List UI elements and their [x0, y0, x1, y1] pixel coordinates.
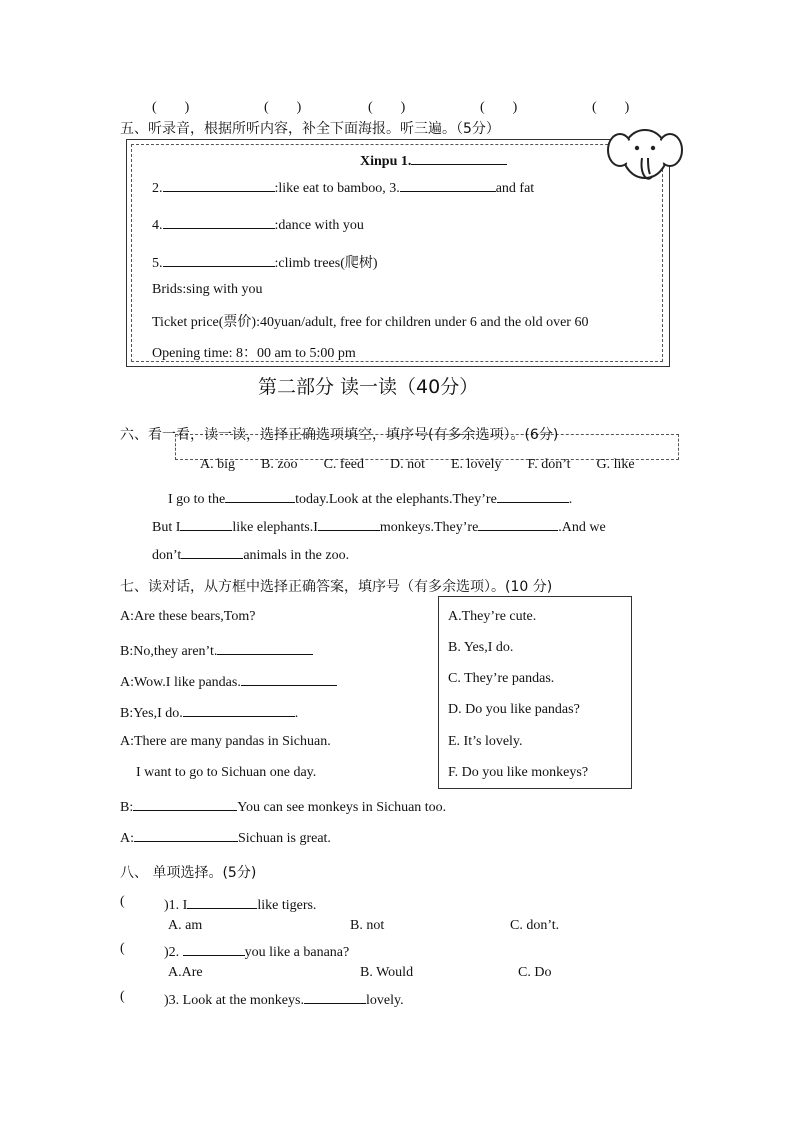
d-text: A: — [120, 831, 134, 846]
s6-text: . — [568, 492, 573, 507]
section7-title: 七、读对话，从方框中选择正确答案，填序号（有多余选项）。(10 分) — [120, 579, 553, 595]
d-text: . — [294, 706, 299, 721]
line4-end: :dance with you — [274, 218, 364, 233]
s6-text: don’t — [152, 548, 182, 563]
word-option: B. zoo — [261, 457, 298, 472]
mc-q2 — [164, 941, 349, 961]
answer-paren-2[interactable]: ( ) — [264, 100, 302, 115]
sec6-line-1 — [168, 488, 572, 508]
answer-paren-1[interactable]: ( ) — [152, 100, 190, 115]
section5-title: 五、听录音，根据所听内容，补全下面海报。听三遍。（5分） — [120, 121, 500, 137]
sec6-line-2 — [152, 516, 606, 536]
s6-text: monkeys.They’re — [379, 520, 479, 535]
d-text: B:No,they aren’t. — [120, 644, 218, 659]
option-b: B. Yes,I do. — [448, 640, 514, 655]
q1-option-c[interactable]: C. don’t. — [510, 918, 560, 933]
elephant-icon — [606, 124, 684, 186]
mc-q2-paren-open[interactable]: ( — [120, 941, 125, 956]
q1-option-b[interactable]: B. not — [350, 918, 385, 933]
q2-option-b[interactable]: B. Would — [360, 965, 414, 980]
answer-paren-5[interactable]: ( ) — [592, 100, 630, 115]
blank-3[interactable] — [400, 177, 496, 192]
blank-4[interactable] — [163, 214, 275, 229]
mc-q1 — [164, 894, 316, 914]
s6-text: .And we — [558, 520, 606, 535]
q-text: )2. — [164, 945, 180, 960]
mc-q3-paren-open[interactable]: ( — [120, 989, 125, 1004]
option-e: E. It’s lovely. — [448, 734, 523, 749]
s7-blank-5[interactable] — [134, 827, 238, 842]
q2-option-a[interactable]: A.Are — [168, 965, 203, 980]
dialogue-line-6: I want to go to Sichuan one day. — [136, 765, 317, 780]
s6-text: animals in the zoo. — [243, 548, 350, 563]
line4-num: 4. — [152, 218, 163, 233]
line5-end: :climb trees(爬树) — [274, 256, 378, 271]
s6-blank-4[interactable] — [318, 516, 380, 531]
q3-blank[interactable] — [304, 989, 366, 1004]
dialogue-line-3 — [120, 671, 337, 691]
dialogue-line-5: A:There are many pandas in Sichuan. — [120, 734, 331, 749]
option-f: F. Do you like monkeys? — [448, 765, 589, 780]
q-text: like tigers. — [257, 898, 317, 913]
q2-blank[interactable] — [183, 941, 245, 956]
line2-mid: :like eat to bamboo, 3. — [274, 181, 400, 196]
section8-title: 八、 单项选择。(5分) — [120, 865, 257, 881]
poster-opening: Opening time: 8：00 am to 5:00 pm — [152, 346, 356, 361]
blank-1[interactable] — [411, 150, 507, 165]
dialogue-line-8 — [120, 827, 331, 847]
s6-blank-6[interactable] — [181, 544, 243, 559]
poster-birds: Brids:sing with you — [152, 282, 263, 297]
poster-title-text: Xinpu 1. — [360, 154, 412, 169]
option-c: C. They’re pandas. — [448, 671, 555, 686]
q-text: you like a banana? — [244, 945, 350, 960]
word-option: C. feed — [323, 457, 364, 472]
s6-blank-2[interactable] — [497, 488, 569, 503]
q-text: lovely. — [365, 993, 404, 1008]
word-option: D. not — [390, 457, 425, 472]
dialogue-line-1: A:Are these bears,Tom? — [120, 609, 256, 624]
word-option: F. don’t — [527, 457, 571, 472]
d-text: B: — [120, 800, 134, 815]
line2-num: 2. — [152, 181, 163, 196]
option-d: D. Do you like pandas? — [448, 702, 580, 717]
dialogue-line-7 — [120, 796, 446, 816]
part2-heading: 第二部分 读一读（40分） — [258, 376, 479, 398]
s6-blank-5[interactable] — [478, 516, 558, 531]
s6-text: like elephants.I — [232, 520, 318, 535]
sec6-line-3 — [152, 544, 349, 564]
blank-5[interactable] — [163, 252, 275, 267]
q-text: )3. Look at the monkeys. — [164, 993, 304, 1008]
mc-q3 — [164, 989, 404, 1009]
line2-end: and fat — [495, 181, 535, 196]
d-text: B:Yes,I do. — [120, 706, 183, 721]
s7-blank-1[interactable] — [217, 640, 313, 655]
poster-ticket: Ticket price(票价):40yuan/adult, free for children under 6 and the old over 60 — [152, 315, 589, 330]
poster-line-4 — [152, 214, 364, 234]
poster-title — [360, 150, 507, 170]
option-a: A.They’re cute. — [448, 609, 537, 624]
blank-2[interactable] — [163, 177, 275, 192]
answer-paren-3[interactable]: ( ) — [368, 100, 406, 115]
line5-num: 5. — [152, 256, 163, 271]
answer-paren-4[interactable]: ( ) — [480, 100, 518, 115]
q1-option-a[interactable]: A. am — [168, 918, 203, 933]
section6-title: 六、看一看，读一读，选择正确选项填空，填序号(有多余选项）。(6分) — [120, 427, 559, 443]
dialogue-line-4 — [120, 702, 298, 722]
q2-option-c[interactable]: C. Do — [518, 965, 552, 980]
q1-blank[interactable] — [187, 894, 257, 909]
d-text: You can see monkeys in Sichuan too. — [237, 800, 447, 815]
q-text: )1. I — [164, 898, 188, 913]
word-option: A. big — [200, 457, 235, 472]
mc-q1-paren-open[interactable]: ( — [120, 894, 125, 909]
s7-blank-3[interactable] — [183, 702, 295, 717]
s6-text: today.Look at the elephants.They’re — [295, 492, 497, 507]
poster-line-2 — [152, 177, 534, 197]
poster-line-5 — [152, 252, 378, 272]
dialogue-line-2 — [120, 640, 313, 660]
s6-blank-1[interactable] — [225, 488, 295, 503]
s7-blank-4[interactable] — [133, 796, 237, 811]
d-text: A:Wow.I like pandas. — [120, 675, 241, 690]
d-text: Sichuan is great. — [238, 831, 331, 846]
s6-blank-3[interactable] — [180, 516, 232, 531]
s6-text: I go to the — [168, 492, 226, 507]
word-option: E. lovely — [451, 457, 502, 472]
word-option: G. like — [596, 457, 635, 472]
word-bank — [200, 457, 635, 473]
s6-text: But I — [152, 520, 181, 535]
s7-blank-2[interactable] — [241, 671, 337, 686]
